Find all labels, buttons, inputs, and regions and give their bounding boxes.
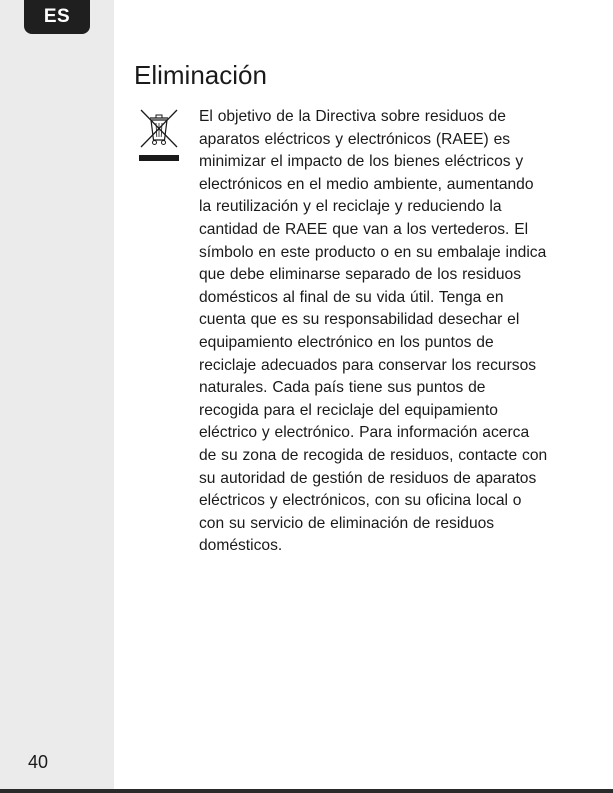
language-tab [24,0,90,34]
section-title: Eliminación [134,60,267,90]
section-body-text: El objetivo de la Directiva sobre residuos de aparatos eléctricos y electrónicos (RAEE) es minimizar el impacto de los bienes eléctricos y electrónicos en el medio ambiente, aumentando la reutilización y el reciclaje y reduciendo la cantidad de RAEE que van a los vertederos. El símbolo en este producto o en su embalaje indica que debe eliminarse separado de los residuos domésticos al final de su vida útil. Tenga en cuenta que es su responsabilidad desechar el equipamiento electrónico en los puntos de reciclaje adecuados para conservar los recursos naturales. Cada país tiene sus puntos de recogida para el reciclaje del equipamiento eléctrico y electrónico. Para información acerca de su zona de recogida de residuos, contacte con su autoridad de gestión de residuos de aparatos eléctricos y electrónicos, con su oficina local o con su servicio de eliminación de residuos domésticos. [199,108,548,555]
bottom-rule [0,789,613,793]
sidebar [0,0,114,789]
weee-crossed-out-bin-icon [137,106,181,166]
page-number: 40 [28,752,49,772]
language-code: ES [43,6,71,27]
